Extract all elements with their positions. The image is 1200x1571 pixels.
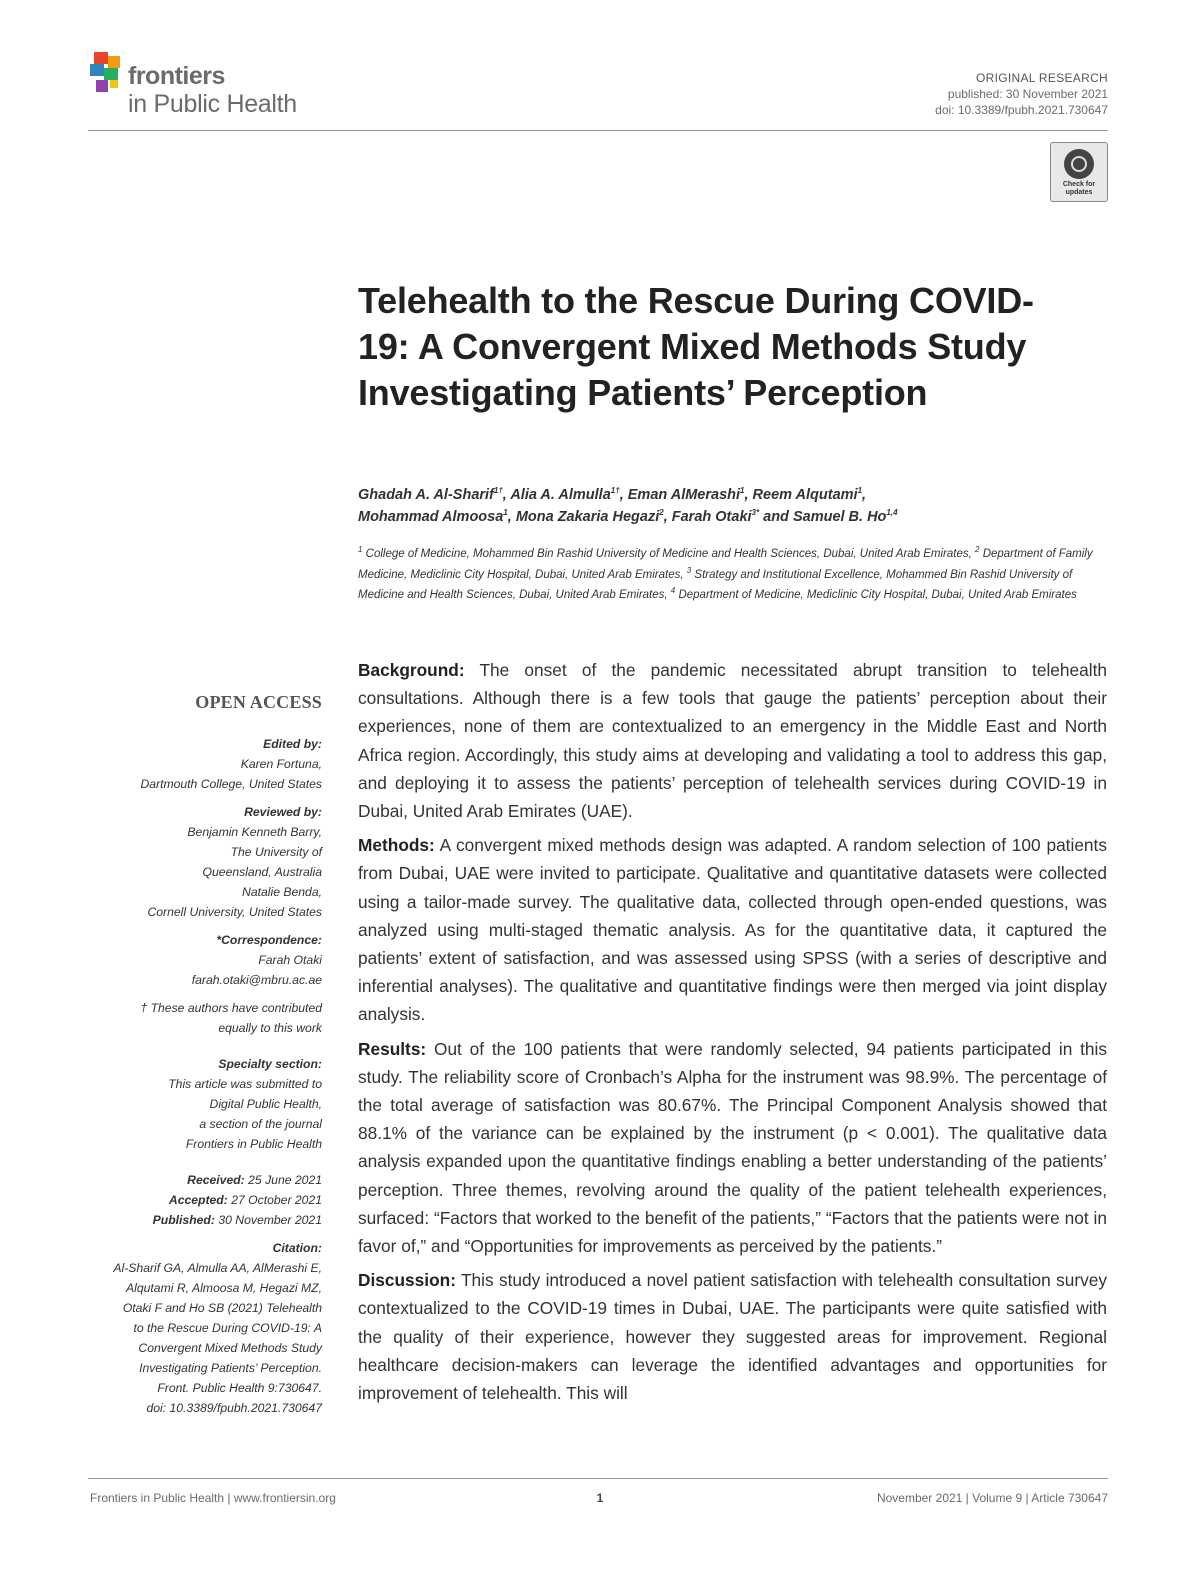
- footer-divider: [88, 1478, 1108, 1479]
- footer-issue-info: November 2021 | Volume 9 | Article 730647: [876, 1491, 1108, 1505]
- footer-journal-link[interactable]: Frontiers in Public Health | www.frontiersin.org: [90, 1491, 336, 1505]
- affiliation: College of Medicine, Mohammed Bin Rashid University of Medicine and Health Sciences, Dubai, United Arab Emirates,: [365, 548, 972, 560]
- correspondence: *Correspondence: Farah Otaki farah.otaki@mbru.ac.ae: [88, 930, 322, 990]
- article-title: Telehealth to the Rescue During COVID-19: A Convergent Mixed Methods Study Investigating Patients’ Perception: [358, 280, 1034, 413]
- abstract-discussion: Discussion: This study introduced a novel patient satisfaction with telehealth consultation survey contextualized to the COVID-19 times in Dubai, UAE. The participants were quite satisfied with the quality of their experience, however they suggested areas for improvement. Regional healthcare decision-makers can leverage the identified advantages and opportunities for improvement of telehealth. This will: [358, 1270, 1107, 1404]
- edited-by: Edited by: Karen Fortuna, Dartmouth College, United States: [140, 737, 322, 791]
- article-type: ORIGINAL RESEARCH: [975, 71, 1108, 85]
- logo-journal: in Public Health: [128, 90, 297, 118]
- published-date: published: 30 November 2021: [947, 87, 1108, 101]
- affiliation: Department of Medicine, Mediclinic City Hospital, Dubai, United Arab Emirates: [678, 589, 1077, 601]
- author[interactable]: Farah Otaki$^{3*}$: [671, 508, 760, 525]
- author[interactable]: Ghadah A. Al-Sharif$^{1\dagger}$: [358, 486, 503, 503]
- check-for-updates-button[interactable]: [1050, 142, 1108, 202]
- author[interactable]: Samuel B. Ho$^{1,4}$: [792, 508, 898, 525]
- affiliation: Strategy and Institutional Excellence, Mohammed Bin Rashid University of Medicine and Health Sciences, Dubai, United Arab Emirates,: [358, 568, 1073, 601]
- author[interactable]: Mohammad Almoosa$^1$: [358, 508, 508, 525]
- citation: Citation: Al-Sharif GA, Almulla AA, AlMerashi E, Alqutami R, Almoosa M, Hegazi MZ, Otaki F and Ho SB (2021) Telehealth to the Rescue During COVID-19: A Convergent Mixed Methods Study Investigating Patients’ Perception. Front. Public Health 9:730647. doi: 10.3389/fpubh.2021.730647: [88, 1238, 322, 1418]
- article-meta-header: [935, 70, 1108, 118]
- author[interactable]: Eman AlMerashi$^1$: [627, 486, 745, 503]
- reviewed-by: Reviewed by: Benjamin Kenneth Barry, The University of Queensland, Australia Natalie Benda, Cornell University, United States: [147, 805, 322, 919]
- author[interactable]: Mona Zakaria Hegazi$^2$: [515, 508, 664, 525]
- abstract: [358, 656, 1107, 1413]
- abstract-results: Results: Out of the 100 patients that were randomly selected, 94 patients participated in this study. The reliability score of Cronbach’s Alpha for the instrument was 98.9%. The percentage of the total average of satisfaction was 80.67%. The Principal Component Analysis showed that 88.1% of the variance can be explained by the instrument (p < 0.001). The qualitative data analysis expanded upon the quantitative findings enabling a better understanding of the patients’ perception. Three themes, revolving around the quality of the patient telehealth experiences, surfaced: “Factors that worked to the benefit of the patients,” “Factors that the patients were not in favor of,” and “Opportunities for improvements as perceived by the patients.”: [358, 1038, 1107, 1257]
- affiliations: $^1$ College of Medicine, Mohammed Bin Rashid University of Medicine and Health Sciences, Dubai, United Arab Emirates, $^2$ Department of Family Medicine, Mediclinic City Hospital, Dubai, United Arab Emirates, $^3$ Strategy and Institutional Excellence, Mohammed Bin Rashid University of Medicine and Health Sciences, Dubai, United Arab Emirates, $^4$ Department of Medicine, Mediclinic City Hospital, Dubai, United Arab Emirates: [358, 545, 1093, 601]
- logo-brand: frontiers: [128, 62, 225, 90]
- author-list: Ghadah A. Al-Sharif$^{1\dagger}$, Alia A. Almulla$^{1\dagger}$, Eman AlMerashi$^1$, Reem Alqutami$^1$, Mohammad Almoosa$^1$, Mona Zakaria Hegazi$^2$, Farah Otaki$^{3*}$ and Samuel B. Ho$^{1,4}$: [358, 486, 898, 525]
- frontiers-logo-icon: [88, 50, 128, 96]
- crossmark-icon: [1064, 149, 1094, 179]
- doi[interactable]: doi: 10.3389/fpubh.2021.730647: [935, 103, 1108, 117]
- specialty-section: Specialty section: This article was submitted to Digital Public Health, a section of the journal Frontiers in Public Health: [168, 1057, 322, 1151]
- citation-doi[interactable]: doi: 10.3389/fpubh.2021.730647: [146, 1401, 322, 1415]
- open-access-label: OPEN ACCESS: [195, 692, 322, 712]
- author[interactable]: Alia A. Almulla$^{1\dagger}$: [510, 486, 620, 503]
- abstract-background: Background: The onset of the pandemic necessitated abrupt transition to telehealth consultations. Although there is a few tools that gauge the patients’ perception about their experiences, none of them are contextualized to an emergency in the Middle East and North Africa region. Accordingly, this study aims at developing and validating a tool to address this gap, and deploying it to assess the patients’ perception of telehealth services during COVID-19 in Dubai, United Arab Emirates (UAE).: [358, 660, 1107, 822]
- affiliation: Department of Family Medicine, Mediclinic City Hospital, Dubai, United Arab Emirates,: [358, 548, 1093, 581]
- correspondence-email[interactable]: farah.otaki@mbru.ac.ae: [191, 973, 322, 987]
- page-number: 1: [596, 1491, 604, 1505]
- abstract-methods: Methods: A convergent mixed methods design was adapted. A random selection of 100 patients from Dubai, UAE were invited to participate. Qualitative and quantitative datasets were collected using a tailor-made survey. The qualitative data, collected through open-ended questions, was analyzed using multi-staged thematic analysis. As for the quantitative data, it captured the patients’ extent of satisfaction, and was assessed using SPSS (with a series of descriptive and inferential analyses). The qualitative and quantitative findings were then merged via joint display analysis.: [358, 835, 1107, 1025]
- article-info-sidebar: [88, 690, 322, 1426]
- header-divider: [88, 130, 1108, 131]
- crossmark-label: Check for updates: [1062, 181, 1096, 196]
- author[interactable]: Reem Alqutami$^1$: [752, 486, 863, 503]
- equal-contribution-note: † These authors have contributed equally to this work: [140, 1001, 322, 1035]
- dates: Received: 25 June 2021 Accepted: 27 October 2021 Published: 30 November 2021: [152, 1173, 322, 1227]
